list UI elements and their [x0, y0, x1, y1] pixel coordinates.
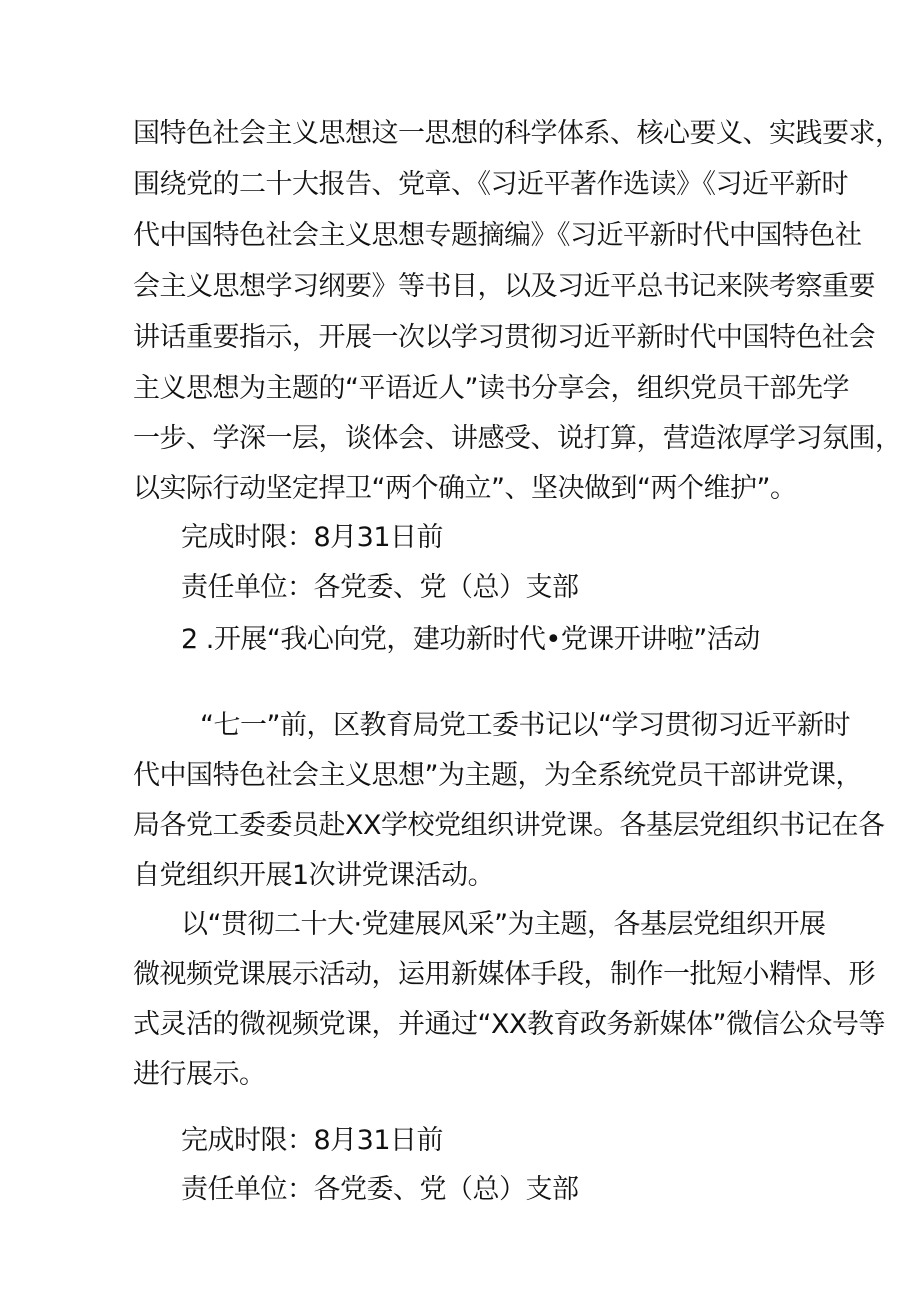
paragraph-1-line-3: 代中国特色社会主义思想专题摘编》《习近平新时代中国特色社 [133, 220, 862, 251]
paragraph-3-line-2: 微视频党课展示活动，运用新媒体手段，制作一批短小精悍、形 [133, 959, 875, 990]
responsible-unit-1: 责任单位：各党委、党（总）支部 [181, 572, 579, 603]
paragraph-2-line-2: 代中国特色社会主义思想”为主题，为全系统党员干部讲党课， [133, 760, 862, 791]
section-2-heading: 2 .开展“我心向党，建功新时代•党课开讲啦”活动 [181, 624, 760, 655]
paragraph-3-line-1: 以“贯彻二十大·党建展风采”为主题，各基层党组织开展 [181, 909, 826, 940]
paragraph-1-line-5: 讲话重要指示，开展一次以学习贯彻习近平新时代中国特色社会 [133, 322, 875, 353]
paragraph-2-line-3: 局各党工委委员赴XX学校党组织讲党课。各基层党组织书记在各 [133, 810, 885, 841]
paragraph-2-line-1: “七一”前，区教育局党工委书记以“学习贯彻习近平新时 [200, 710, 850, 741]
responsible-unit-2: 责任单位：各党委、党（总）支部 [181, 1174, 579, 1205]
paragraph-1-line-4: 会主义思想学习纲要》等书目，以及习近平总书记来陕考察重要 [133, 271, 875, 302]
paragraph-2-line-4: 自党组织开展1次讲党课活动。 [133, 860, 495, 891]
paragraph-3-line-4: 进行展示。 [133, 1059, 266, 1090]
paragraph-1-line-6: 主义思想为主题的“平语近人”读书分享会，组织党员干部先学 [133, 373, 849, 404]
paragraph-1-line-8: 以实际行动坚定捍卫“两个确立”、坚决做到“两个维护”。 [133, 473, 797, 504]
paragraph-3-line-3: 式灵活的微视频党课，并通过“XX教育政务新媒体”微信公众号等 [133, 1009, 885, 1040]
deadline-2: 完成时限：8月31日前 [181, 1125, 444, 1156]
paragraph-1-line-1: 国特色社会主义思想这一思想的科学体系、核心要义、实践要求， [133, 118, 902, 149]
deadline-1: 完成时限：8月31日前 [181, 522, 444, 553]
paragraph-1-line-2: 围绕党的二十大报告、党章、《习近平著作选读》《习近平新时 [133, 169, 848, 200]
paragraph-1-line-7: 一步、学深一层，谈体会、讲感受、说打算，营造浓厚学习氛围， [133, 423, 902, 454]
